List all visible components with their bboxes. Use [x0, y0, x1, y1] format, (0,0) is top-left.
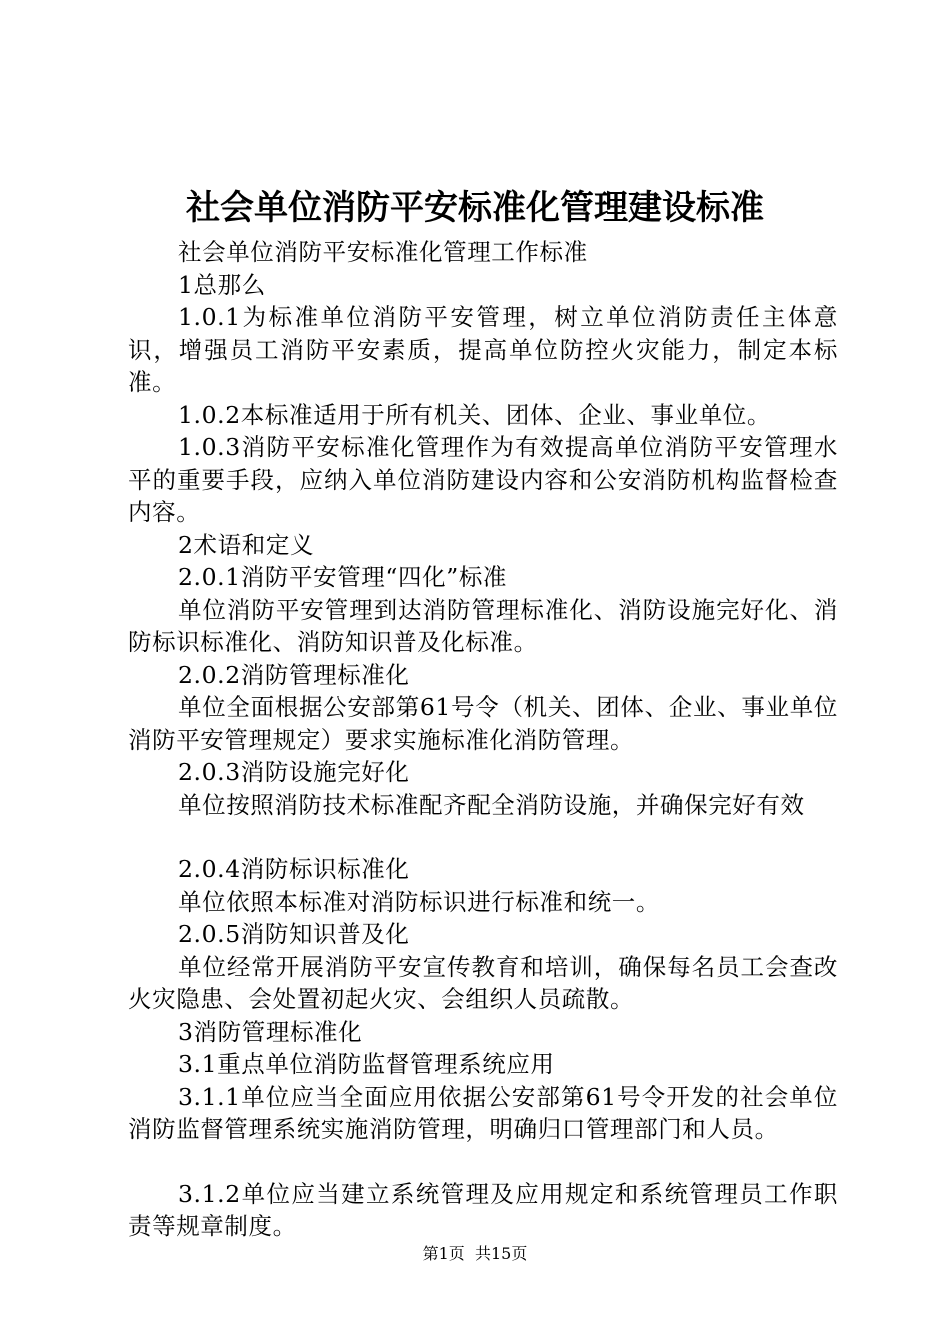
section-heading: 2术语和定义	[178, 530, 315, 559]
document-title: 社会单位消防平安标准化管理建设标准	[186, 188, 764, 228]
subsection-heading: 2.0.4消防标识标准化	[178, 855, 410, 883]
paragraph: 1.0.3消防平安标准化管理作为有效提高单位消防平安管理水平的重要手段，应纳入单位消防建设内容和公安消防机构监督检查内容。	[128, 433, 838, 526]
paragraph: 单位经常开展消防平安宣传教育和培训，确保每名员工会查改火灾隐患、会处置初起火灾、会组织人员疏散。	[128, 952, 838, 1013]
document-body	[128, 236, 838, 1243]
subsection-heading: 2.0.1消防平安管理“四化”标准	[178, 563, 508, 591]
paragraph: 单位按照消防技术标准配齐配全消防设施，并确保完好有效	[178, 790, 805, 819]
subsection-heading: 2.0.2消防管理标准化	[178, 660, 410, 689]
paragraph: 1.0.2本标准适用于所有机关、团体、企业、事业单位。	[178, 400, 771, 429]
paragraph: 单位全面根据公安部第61号令（机关、团体、企业、事业单位消防平安管理规定）要求实施标准化消防管理。	[128, 693, 838, 754]
page-footer	[0, 1243, 950, 1265]
paragraph: 3.1.2单位应当建立系统管理及应用规定和系统管理员工作职责等规章制度。	[128, 1179, 838, 1240]
paragraph: 1.0.1为标准单位消防平安管理，树立单位消防责任主体意识，增强员工消防平安素质，提高单位防控火灾能力，制定本标准。	[128, 303, 838, 396]
paragraph: 单位消防平安管理到达消防管理标准化、消防设施完好化、消防标识标准化、消防知识普及化标准。	[128, 595, 838, 656]
paragraph: 3.1.1单位应当全面应用依据公安部第61号令开发的社会单位消防监督管理系统实施消防管理，明确归口管理部门和人员。	[128, 1082, 838, 1143]
footer-separator	[465, 1244, 475, 1263]
page-number: 第1页	[422, 1244, 465, 1263]
section-heading: 3消防管理标准化	[178, 1017, 363, 1046]
section-heading: 1总那么	[178, 270, 266, 299]
paragraph: 单位依照本标准对消防标识进行标准和统一。	[178, 887, 660, 916]
subsection-heading: 2.0.3消防设施完好化	[178, 758, 410, 786]
total-pages: 共15页	[474, 1244, 528, 1263]
subsection-heading: 3.1重点单位消防监督管理系统应用	[178, 1050, 555, 1078]
subsection-heading: 2.0.5消防知识普及化	[178, 920, 410, 948]
paragraph: 社会单位消防平安标准化管理工作标准	[178, 238, 588, 266]
